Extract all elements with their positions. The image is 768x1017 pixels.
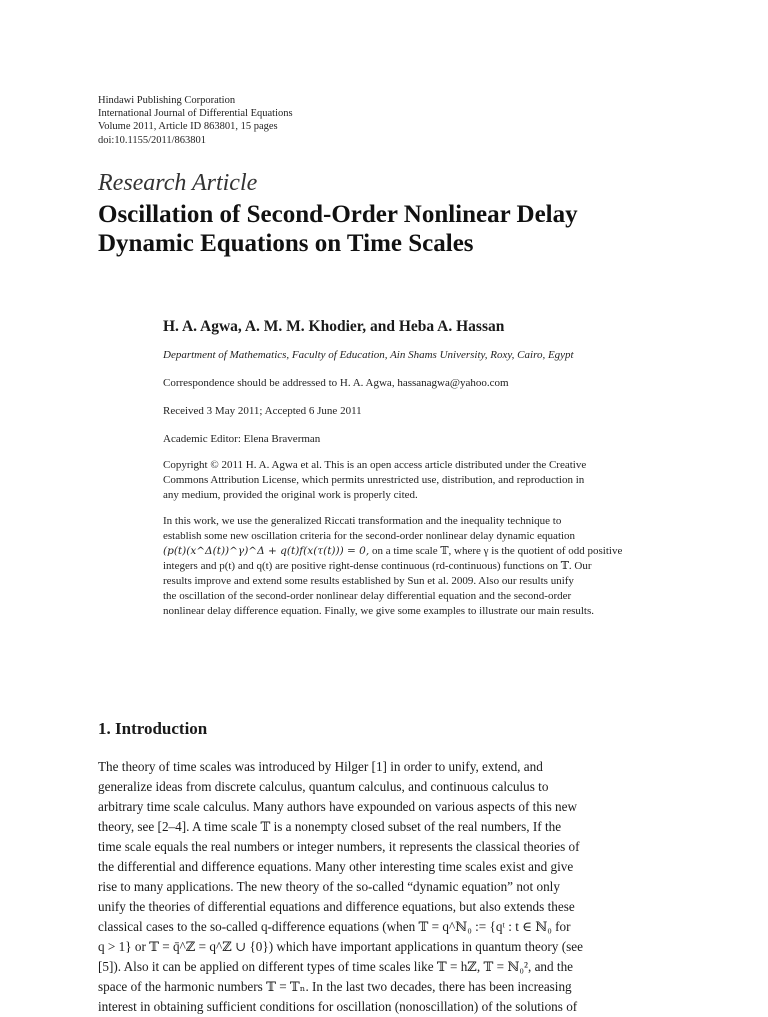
title-line: Dynamic Equations on Time Scales xyxy=(98,230,474,257)
body-line: rise to many applications. The new theory of the so-called “dynamic equation” not only xyxy=(98,879,560,894)
abstract-line: In this work, we use the generalized Riccati transformation and the inequality technique to xyxy=(163,515,562,527)
article-title xyxy=(98,200,698,258)
body-line: space of the harmonic numbers 𝕋 = 𝕋ₙ. In the last two decades, there has been increasing xyxy=(98,979,572,994)
abstract-equation: (p(t)(x^Δ(t))^γ)^Δ + q(t)f(x(τ(t))) = 0, xyxy=(163,545,370,557)
body-line: interest in obtaining sufficient conditions for oscillation (nonoscillation) of the solutions of xyxy=(98,999,578,1014)
copyright-line: Commons Attribution License, which permits unrestricted use, distribution, and reproduction in xyxy=(163,474,585,486)
email-link[interactable]: hassanagwa@yahoo.com xyxy=(397,377,509,389)
body-line: the differential and difference equations. Many other interesting time scales exist and give xyxy=(98,859,574,874)
body-line: arbitrary time scale calculus. Many authors have expounded on various aspects of this new xyxy=(98,799,577,814)
body-line: classical cases to the so-called q-difference equations (when 𝕋 = q^ℕ₀ := {qᵗ : t ∈ ℕ₀ for xyxy=(98,919,571,934)
copyright-line: any medium, provided the original work is properly cited. xyxy=(163,489,418,501)
doi: doi:10.1155/2011/863801 xyxy=(98,134,207,146)
author-list: H. A. Agwa, A. M. M. Khodier, and Heba A. Hassan xyxy=(163,318,505,335)
abstract-line: nonlinear delay difference equation. Finally, we give some examples to illustrate our main results. xyxy=(163,605,595,617)
title-line: Oscillation of Second-Order Nonlinear Delay xyxy=(98,201,578,228)
correspondence-text: Correspondence should be addressed to H. A. Agwa, xyxy=(163,377,398,389)
body-line: time scale equals the real numbers or integer numbers, it represents the classical theories of xyxy=(98,839,580,854)
abstract xyxy=(163,514,703,619)
abstract-line: results improve and extend some results established by Sun et al. 2009. Also our results unify xyxy=(163,575,574,587)
body-line: q > 1} or 𝕋 = q̄^ℤ = q^ℤ ∪ {0}) which have important applications in quantum theory (see xyxy=(98,939,583,954)
body-line: [5]). Also it can be applied on different types of time scales like 𝕋 = hℤ, 𝕋 = ℕ₀², and the xyxy=(98,959,574,974)
copyright-notice xyxy=(163,458,703,503)
volume-info: Volume 2011, Article ID 863801, 15 pages xyxy=(98,121,278,133)
academic-editor: Academic Editor: Elena Braverman xyxy=(163,433,321,445)
publication-info xyxy=(98,94,293,147)
body-line: theory, see [2–4]. A time scale 𝕋 is a nonempty closed subset of the real numbers, If the xyxy=(98,819,562,834)
section-heading: 1. Introduction xyxy=(98,719,208,738)
journal-name: International Journal of Differential Equations xyxy=(98,108,293,120)
copyright-line: Copyright © 2011 H. A. Agwa et al. This is an open access article distributed under the Creative xyxy=(163,459,587,471)
abstract-line: the oscillation of the second-order nonlinear delay differential equation and the second-order xyxy=(163,590,572,602)
article-type: Research Article xyxy=(98,170,258,196)
abstract-line: establish some new oscillation criteria for the second-order nonlinear delay dynamic equation xyxy=(163,530,576,542)
publisher-name: Hindawi Publishing Corporation xyxy=(98,95,236,106)
body-line: generalize ideas from discrete calculus, quantum calculus, and continuous calculus to xyxy=(98,779,549,794)
body-line: unify the theories of differential equations and difference equations, but also extends these xyxy=(98,899,575,914)
introduction-body xyxy=(98,757,708,1017)
affiliation: Department of Mathematics, Faculty of Education, Ain Shams University, Roxy, Cairo, Egypt xyxy=(163,349,574,361)
abstract-text: on a time scale 𝕋, where γ is the quotient of odd positive xyxy=(369,545,623,557)
abstract-line: integers and p(t) and q(t) are positive right-dense continuous (rd-continuous) functions on 𝕋. Our xyxy=(163,560,592,572)
correspondence xyxy=(163,377,509,389)
abstract-line xyxy=(163,544,703,559)
body-line: The theory of time scales was introduced by Hilger [1] in order to unify, extend, and xyxy=(98,759,543,774)
received-dates: Received 3 May 2011; Accepted 6 June 2011 xyxy=(163,405,362,417)
